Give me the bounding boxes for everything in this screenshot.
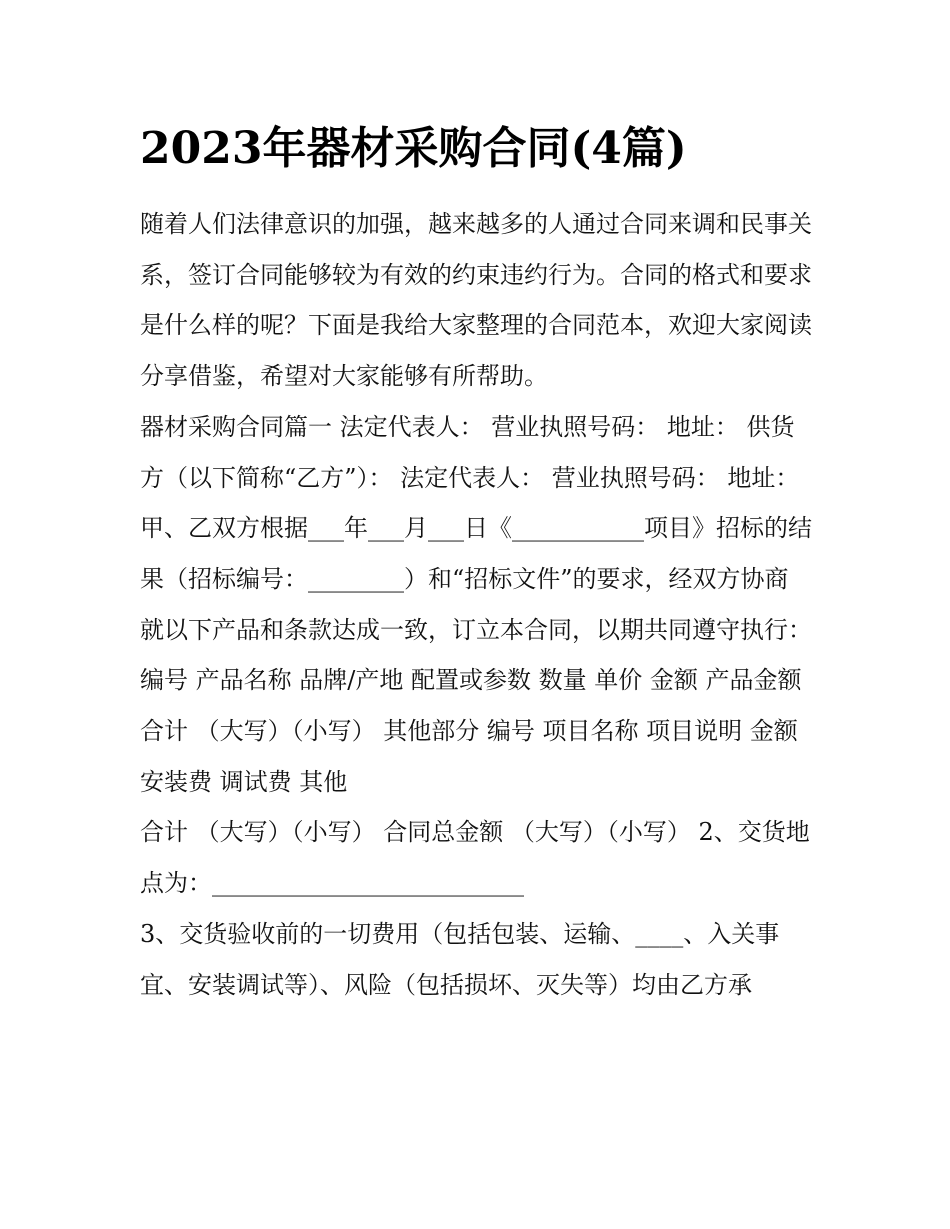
intro-paragraph: 随着人们法律意识的加强，越来越多的人通过合同来调和民事关系，签订合同能够较为有效的约束违约行为。合同的格式和要求是什么样的呢？下面是我给大家整理的合同范本，欢迎大家阅读分享借鉴，希望对大家能够有所帮助。: [140, 210, 812, 391]
party-info-paragraph: 器材采购合同篇一 法定代表人： 营业执照号码： 地址： 供货方（以下简称“乙方”）： 法定代表人： 营业执照号码： 地址：: [140, 412, 800, 492]
delivery-cost-paragraph: 3、交货验收前的一切费用（包括包装、运输、____、入关事宜、安装调试等）、风险（包括损坏、灭失等）均由乙方承: [140, 919, 780, 999]
product-list-paragraph: 编号 产品名称 品牌/产地 配置或参数 数量 单价 金额 产品金额合计 （大写）（小写） 其他部分 编号 项目名称 项目说明 金额 安装费 调试费 其他: [140, 666, 802, 796]
total-amount-paragraph: 合计 （大写）（小写） 合同总金额 （大写）（小写） 2、交货地点为：__________________________: [140, 818, 810, 898]
agreement-basis-paragraph: 甲、乙双方根据___年___月___日《___________项目》招标的结果（招标编号：________）和“招标文件”的要求，经双方协商就以下产品和条款达成一致，订立本合同，以期共同遵守执行：: [140, 514, 812, 644]
document-title: 2023年器材采购合同(4篇): [140, 123, 687, 174]
document-body: [140, 199, 812, 1010]
